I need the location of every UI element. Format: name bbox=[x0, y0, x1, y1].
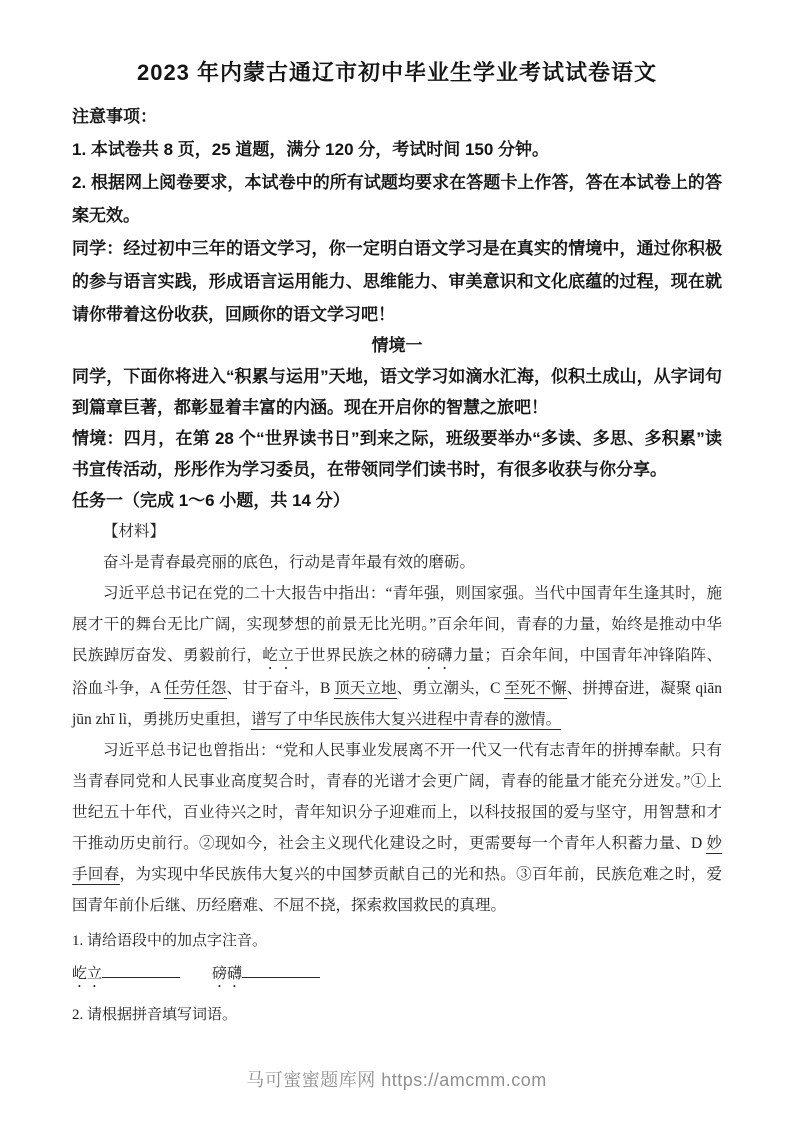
scene-one-intro: 同学，下面你将进入“积累与运用”天地，语文学习如滴水汇海，似积土成山，从字词句到篇章巨著，都彰显着丰富的内涵。现在开启你的智慧之旅吧！ bbox=[72, 367, 722, 417]
text-segment: 力量；百余年间，中国青年冲锋陷阵、浴血斗争，A bbox=[72, 647, 722, 697]
text-segment: 习近平总书记也曾指出：“党和人民事业发展离不开一代又一代有志青年的拼搏奉献。只有当青春同党和人民事业高度契合时，青春的光谱才会更广阔，青春的能量才能充分迸发。”①上世纪五十年代，百业待兴之时，青年知识分子迎难而上，以科技报国的爱与坚守，用智慧和才干推动历史前行。②现如今，社会主义现代化建设之时，更需要每一个青年人积蓄力量、D bbox=[72, 742, 722, 852]
underlined-phrase: 至死不懈 bbox=[504, 680, 567, 697]
watermark-footer: 马可蜜蜜题库网 https://amcmm.com bbox=[246, 1070, 547, 1090]
material-label: 【材料】 bbox=[103, 523, 166, 540]
text-segment: 、拼搏奋进，凝聚 qiān jūn zhī lì，勇挑历史重担， bbox=[72, 680, 723, 728]
notice-item-2: 2. 根据网上阅卷要求，本试卷中的所有试题均要求在答题卡上作答，答在本试卷上的答案无效。 bbox=[72, 173, 722, 225]
underlined-phrase: 顶天立地 bbox=[334, 680, 397, 697]
notice-heading: 注意事项： bbox=[72, 107, 157, 126]
material-paragraph-1: 奋斗是青春最亮丽的底色，行动是青年最有效的磨砺。 bbox=[103, 554, 476, 571]
question-1-answer-blanks bbox=[72, 963, 722, 991]
text-segment: 于世界民族之林的 bbox=[294, 647, 421, 664]
task-one-heading: 任务一（完成 1～6 小题，共 14 分） bbox=[72, 491, 350, 510]
text-segment: 习近平总书记在党的二十大报告中指出：“青年强，则国家强。当代中国青年生逢其时，施展才干的舞台无比广阔，实现梦想的前景无比光明。”百余年间，青春的力量，始终是推动中华民族踔厉奋发、勇毅前行， bbox=[72, 585, 722, 664]
page-title: 2023 年内蒙古通辽市初中毕业生学业考试试卷语文 bbox=[136, 60, 658, 85]
text-segment: 、勇立潮头，C bbox=[396, 680, 505, 697]
emphasized-word: 磅礴 bbox=[212, 966, 243, 982]
text-segment: 、甘于奋斗，B bbox=[226, 680, 335, 697]
scene-one-heading: 情境一 bbox=[371, 336, 423, 355]
underlined-phrase: 谱写了中华民族伟大复兴进程中青春的激情。 bbox=[251, 711, 562, 728]
answer-blank bbox=[102, 963, 180, 978]
emphasized-word: 磅礴 bbox=[420, 647, 453, 664]
scene-one-detail: 情境：四月，在第 28 个“世界读书日”到来之际，班级要举办“多读、多思、多积累”读书宣传活动，彤彤作为学习委员，在带领同学们读书时，有很多收获与你分享。 bbox=[72, 429, 722, 479]
blank-gap bbox=[180, 977, 212, 978]
text-segment: ，为实现中华民族伟大复兴的中国梦贡献自己的光和热。③百年前，民族危难之时，爱国青年前仆后继、历经磨难、不屈不挠，探索救国救民的真理。 bbox=[72, 866, 722, 914]
question-1: 1. 请给语段中的加点字注音。 bbox=[72, 933, 268, 949]
notice-item-1: 1. 本试卷共 8 页，25 道题，满分 120 分，考试时间 150 分钟。 bbox=[72, 140, 550, 159]
question-2: 2. 请根据拼音填写词语。 bbox=[72, 1007, 238, 1023]
intro-paragraph: 同学：经过初中三年的语文学习，你一定明白语文学习是在真实的情境中，通过你积极的参与语言实践，形成语言运用能力、思维能力、审美意识和文化底蕴的过程，现在就请你带着这份收获，回顾你的语文学习吧！ bbox=[72, 239, 722, 324]
underlined-phrase: 任劳任怨 bbox=[164, 680, 227, 697]
answer-blank bbox=[242, 963, 320, 978]
emphasized-word: 屹立 bbox=[262, 647, 295, 664]
material-paragraph-2 bbox=[72, 578, 722, 735]
emphasized-word: 屹立 bbox=[72, 966, 103, 982]
underlined-phrase: 妙手回春 bbox=[72, 835, 722, 883]
material-paragraph-3 bbox=[72, 735, 722, 921]
